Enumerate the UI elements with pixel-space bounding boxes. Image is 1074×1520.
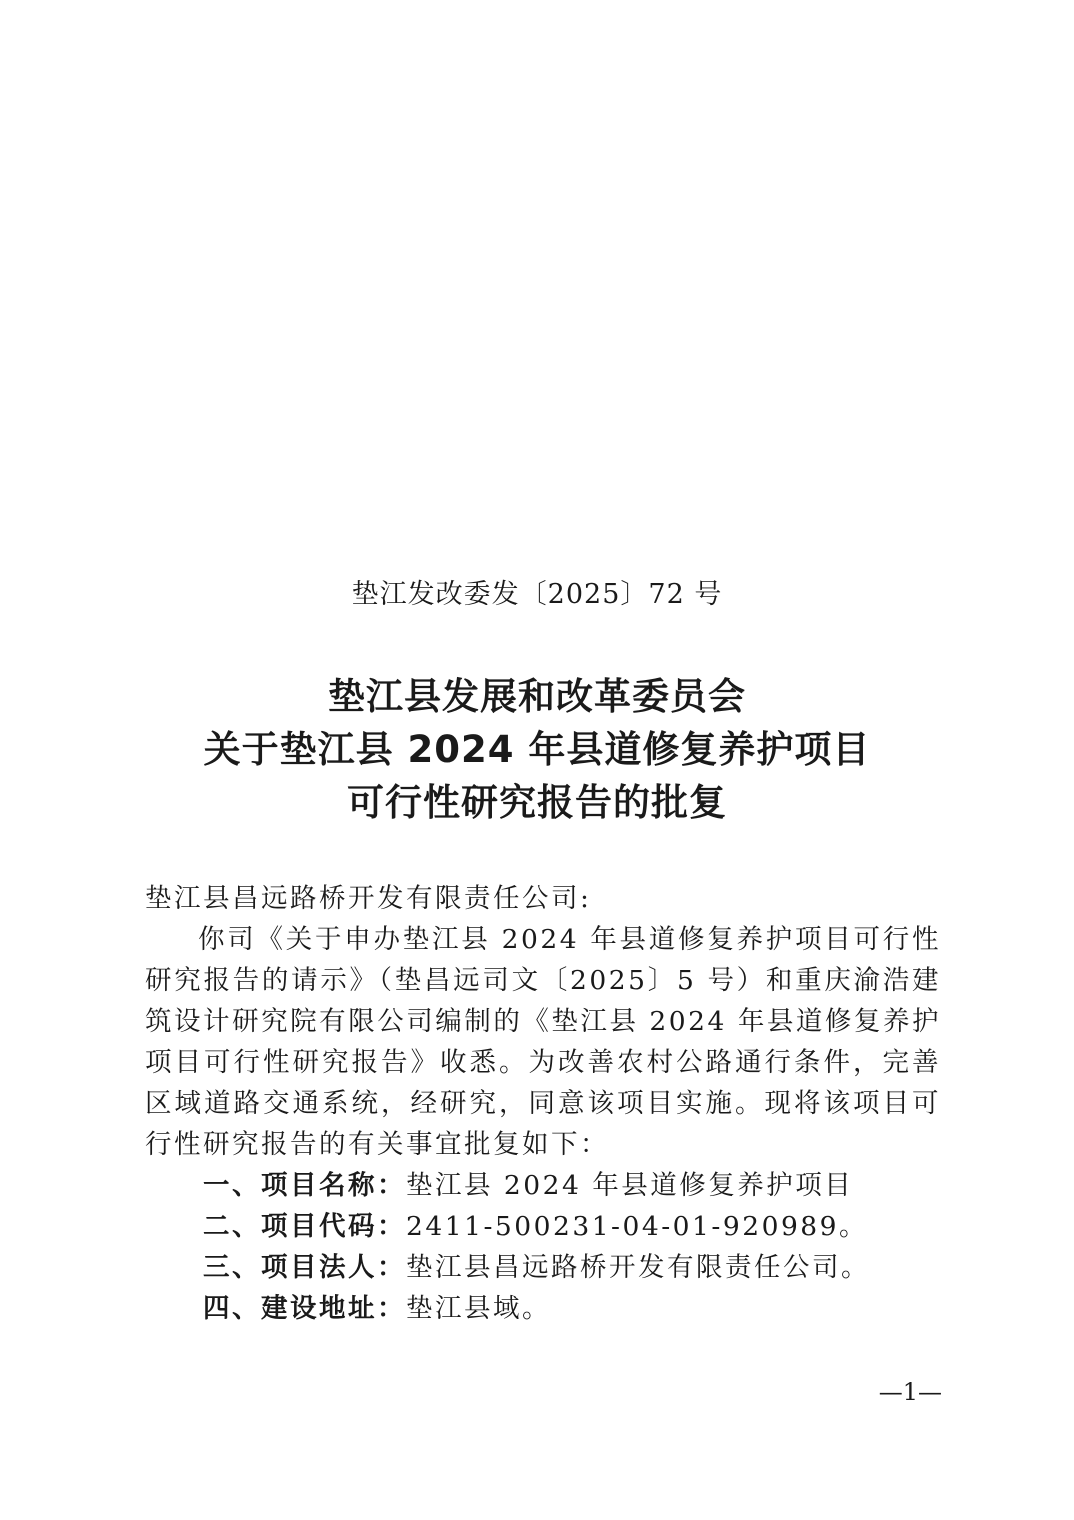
item-label: 二、项目代码：: [203, 1211, 406, 1242]
document-title: [0, 670, 1074, 829]
approval-item-project-name: [145, 1165, 941, 1206]
document-body: [145, 878, 941, 1329]
item-value: 垫江县 2024 年县道修复养护项目: [406, 1170, 854, 1201]
title-line-2: 关于垫江县 2024 年县道修复养护项目: [203, 728, 871, 771]
item-label: 四、建设地址：: [203, 1293, 406, 1324]
title-line-1: 垫江县发展和改革委员会: [328, 675, 746, 718]
document-number: 垫江发改委发〔2025〕72 号: [351, 579, 723, 610]
page-number: —1—: [878, 1378, 942, 1406]
title-line-3: 可行性研究报告的批复: [347, 781, 727, 824]
addressee: 垫江县昌远路桥开发有限责任公司:: [145, 883, 592, 914]
body-paragraph: 你司《关于申办垫江县 2024 年县道修复养护项目可行性研究报告的请示》（垫昌远司文〔2025〕5 号）和重庆渝浩建筑设计研究院有限公司编制的《垫江县 2024 年县道修复养护项目可行性研究报告》收悉。为改善农村公路通行条件，完善区域道路交通系统，经研究，同意该项目实施。现将该项目可行性研究报告的有关事宜批复如下：: [145, 924, 941, 1160]
item-label: 三、项目法人：: [203, 1252, 406, 1283]
item-value: 2411-500231-04-01-920989。: [406, 1211, 869, 1242]
item-value: 垫江县昌远路桥开发有限责任公司。: [406, 1252, 870, 1283]
item-label: 一、项目名称：: [203, 1170, 406, 1201]
approval-item-project-code: [145, 1206, 941, 1247]
item-value: 垫江县域。: [406, 1293, 551, 1324]
approval-item-construction-site: [145, 1288, 941, 1329]
approval-item-legal-entity: [145, 1247, 941, 1288]
